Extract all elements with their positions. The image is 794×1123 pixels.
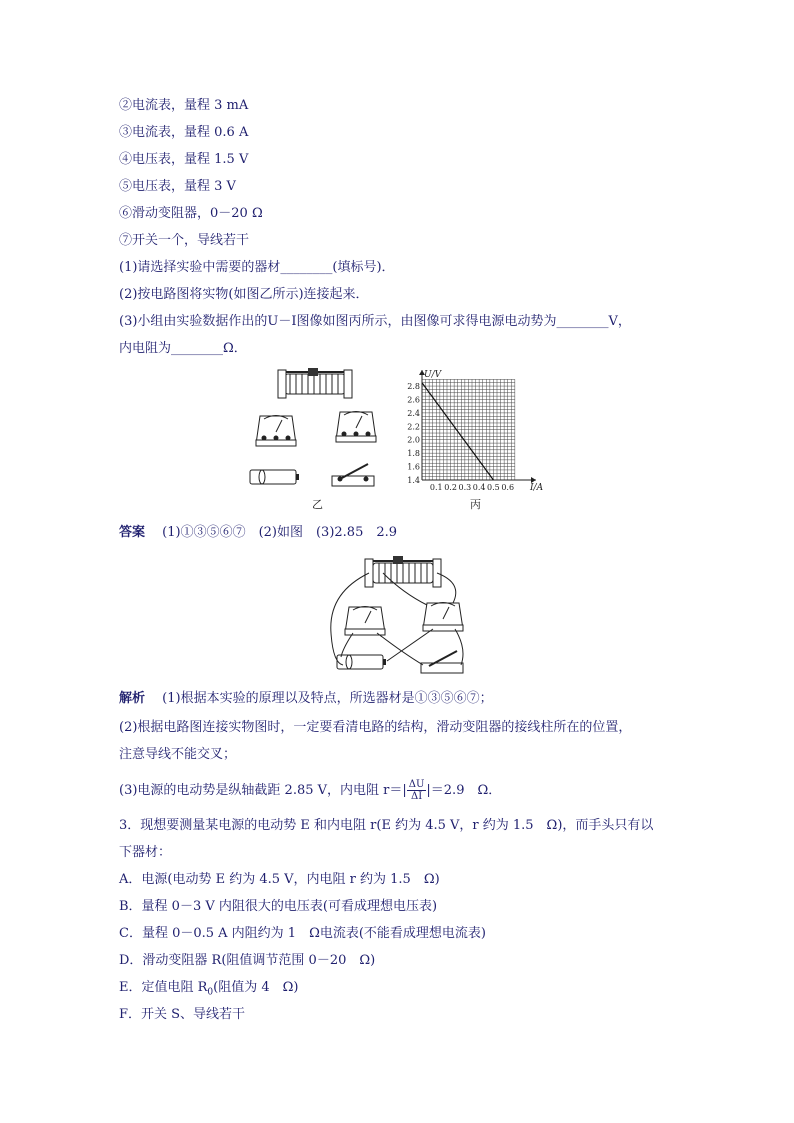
x-tick-label: 0.1 (429, 483, 443, 492)
analysis-label: 解析 (119, 691, 146, 706)
item-2: ②电流表，量程 3 mA (119, 98, 249, 113)
analysis-text-4a: (3)电源的电动势是纵轴截距 2.85 V，内电阻 r＝| (119, 783, 407, 798)
question-3-cont: 内电阻为________Ω． (119, 341, 247, 356)
analysis-text-1: (1)根据本实验的原理以及特点，所选器材是①③⑤⑥⑦； (162, 691, 493, 706)
x-tick-label: 0.2 (444, 483, 457, 492)
voltmeter-icon (336, 412, 376, 443)
option-f: F．开关 S、导线若干 (119, 1007, 246, 1022)
y-axis-label: U/V (424, 370, 442, 380)
analysis-line-1 (119, 690, 493, 708)
question-3: (3)小组由实验数据作出的U－I图像如图丙所示，由图像可求得电源电动势为________V， (119, 314, 631, 329)
voltmeter-icon (423, 603, 463, 632)
option-a: A．电源(电动势 E 约为 4.5 V，内电阻 r 约为 1.5 Ω) (119, 872, 440, 887)
y-tick-label: 2.6 (407, 395, 420, 405)
switch-icon (332, 464, 374, 486)
option-e (119, 979, 298, 1002)
x-tick-label: 0.4 (472, 483, 486, 492)
question-2: (2)按电路图将实物(如图乙所示)连接起来． (119, 287, 369, 302)
answer-line (119, 524, 397, 542)
option-e-pre: E．定值电阻 R (119, 980, 208, 995)
analysis-text-4b: |＝2.9 Ω． (426, 783, 502, 798)
fraction-denominator: ΔI (410, 791, 423, 802)
item-3: ③电流表，量程 0.6 A (119, 125, 249, 140)
option-e-post: (阻值为 4 Ω) (213, 980, 299, 995)
item-5: ⑤电压表，量程 3 V (119, 179, 236, 194)
rheostat-icon (365, 556, 441, 587)
answer-text: (1)①③⑤⑥⑦ (2)如图 (3)2.85 2.9 (162, 525, 398, 540)
option-d: D．滑动变阻器 R(阻值调节范围 0－20 Ω) (119, 953, 376, 968)
y-tick-label: 1.4 (407, 476, 420, 485)
battery-icon (250, 470, 299, 484)
ammeter-icon (256, 416, 296, 447)
analysis-line-4 (119, 779, 501, 802)
x-tick-label: 0.3 (458, 483, 472, 492)
y-tick-label: 2.2 (407, 422, 420, 432)
problem3-line-1: 3．现想要测量某电源的电动势 E 和内电阻 r(E 约为 4.5 V，r 约为 1.5 Ω)，而手头只有以 (119, 818, 654, 833)
rheostat-icon (278, 368, 352, 398)
apparatus-figure (240, 366, 390, 514)
x-tick-label: 0.5 (487, 483, 500, 492)
item-4: ④电压表，量程 1.5 V (119, 152, 249, 167)
item-6: ⑥滑动变阻器，0－20 Ω (119, 206, 263, 221)
option-e-subscript: 0 (207, 987, 214, 998)
y-tick-label: 2.0 (407, 435, 420, 445)
answer-label: 答案 (119, 525, 146, 540)
x-axis-label: I/A (530, 483, 544, 493)
y-tick-label: 1.8 (407, 449, 420, 459)
y-tick-label: 2.4 (407, 408, 420, 418)
ui-graph (402, 366, 547, 516)
y-tick-label: 2.8 (407, 382, 420, 392)
yi-caption: 乙 (312, 498, 323, 511)
option-c: C．量程 0－0.5 A 内阻约为 1 Ω电流表(不能看成理想电流表) (119, 926, 487, 941)
delta-fraction (407, 779, 427, 802)
switch-icon (421, 651, 463, 673)
analysis-line-2: (2)根据电路图连接实物图时，一定要看清电路的结构，滑动变阻器的接线柱所在的位置， (119, 720, 632, 735)
option-b: B．量程 0－3 V 内阻很大的电压表(可看成理想电压表) (119, 899, 438, 914)
item-7: ⑦开关一个，导线若干 (119, 233, 250, 248)
battery-icon (337, 655, 386, 669)
bing-caption: 丙 (470, 498, 481, 511)
ammeter-icon (345, 607, 385, 636)
answer-circuit-figure (323, 553, 471, 683)
fraction-numerator: ΔU (408, 779, 425, 790)
y-tick-label: 1.6 (407, 462, 420, 472)
problem3-line-2: 下器材： (119, 845, 172, 860)
analysis-line-3: 注意导线不能交叉； (119, 747, 237, 762)
x-tick-label: 0.6 (501, 483, 515, 492)
question-1: (1)请选择实验中需要的器材________(填标号)． (119, 260, 395, 275)
